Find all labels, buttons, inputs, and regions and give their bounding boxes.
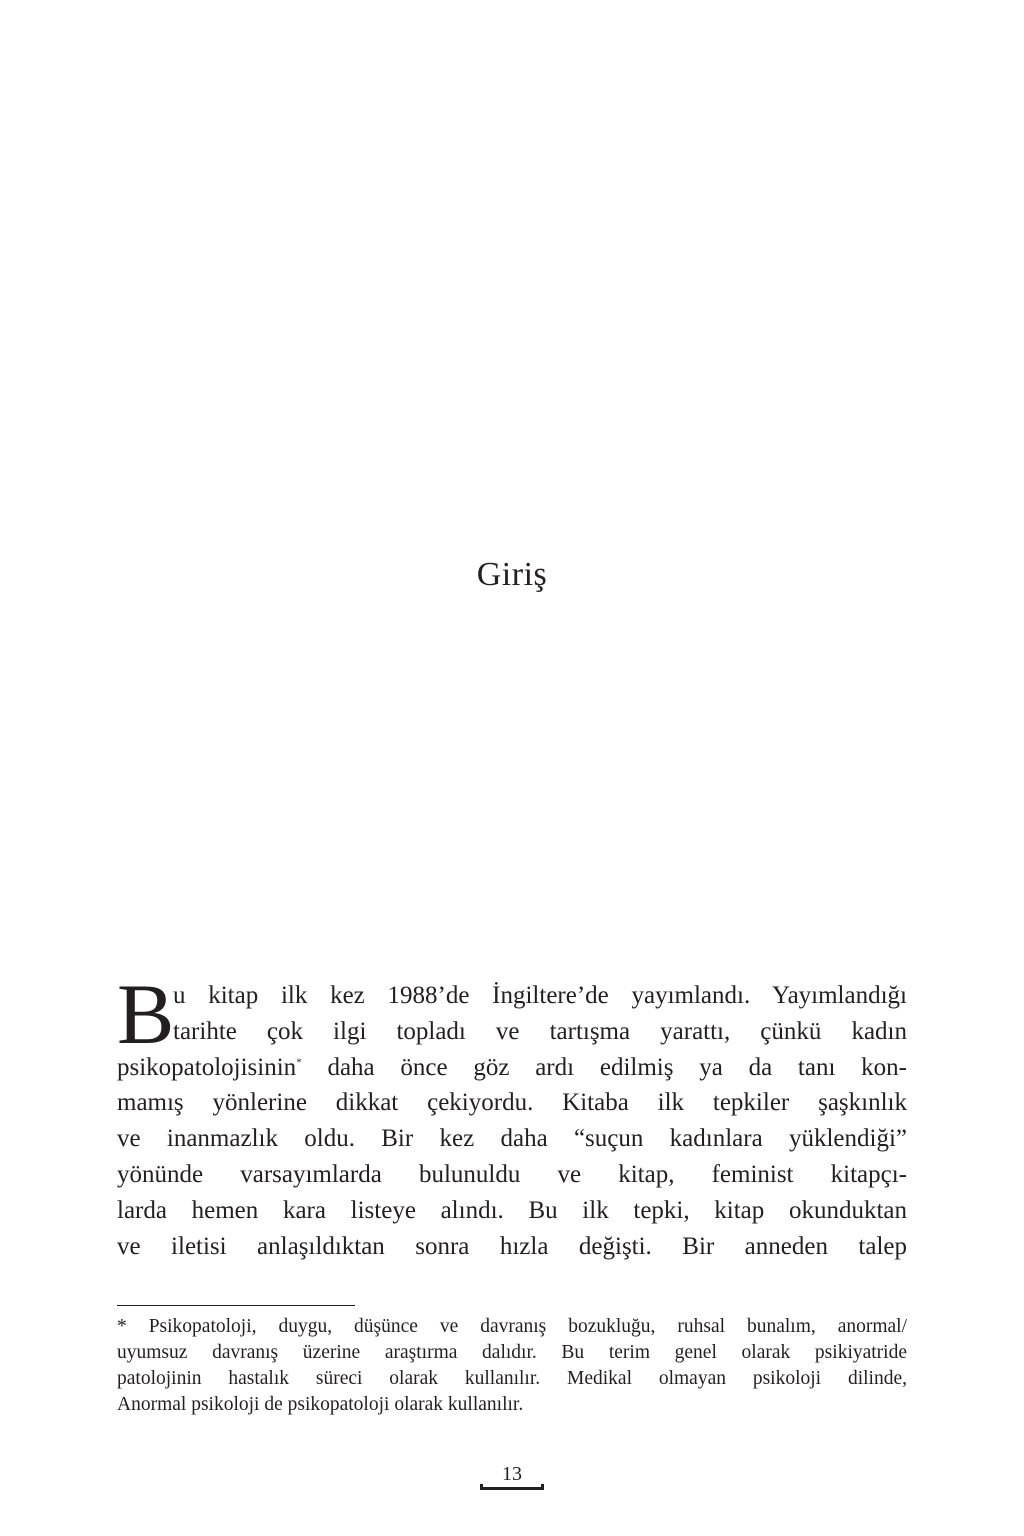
body-line: larda hemen kara listeye alındı. Bu ilk tepki, kitap okunduktan [117, 1196, 907, 1224]
body-line: ve iletisi anlaşıldıktan sonra hızla değişti. Bir anneden talep [117, 1232, 907, 1260]
footnote-line: Anormal psikoloji de psikopatoloji olarak kullanılır. [117, 1394, 524, 1415]
body-line-part: daha önce göz ardı edilmiş ya da tanı kon- [327, 1053, 907, 1081]
footnote-line: uyumsuz davranış üzerine araştırma dalıdır. Bu terim genel olarak psikiyatride [117, 1342, 907, 1363]
body-line: yönünde varsayımlarda bulunuldu ve kitap, feminist kitapçı- [117, 1160, 907, 1188]
body-paragraph [117, 966, 907, 1264]
body-line [117, 1050, 907, 1086]
footnote-marker: * [296, 1056, 302, 1069]
footnote-line: patolojinin hastalık süreci olarak kullanılır. Medikal olmayan psikoloji dilinde, [117, 1368, 907, 1389]
body-line: u kitap ilk kez 1988’de İngiltere’de yayımlandı. Yayımlandığı [173, 982, 907, 1009]
page-number-bracket [480, 1484, 544, 1490]
chapter-title: Giriş [476, 556, 548, 593]
drop-cap: B [117, 966, 175, 1062]
footnote [117, 1314, 907, 1418]
page-number: 13 [502, 1463, 522, 1485]
body-line-part: psikopatolojisinin [117, 1053, 297, 1081]
body-line: tarihte çok ilgi topladı ve tartışma yarattı, çünkü kadın [173, 1017, 907, 1045]
body-line: ve inanmazlık oldu. Bir kez daha “suçun kadınlara yüklendiği” [117, 1125, 907, 1153]
footnote-line: * Psikopatoloji, duygu, düşünce ve davranış bozukluğu, ruhsal bunalım, anormal/ [117, 1316, 907, 1337]
footnote-divider [117, 1305, 355, 1306]
page-number-block [480, 1460, 544, 1492]
body-line: mamış yönlerine dikkat çekiyordu. Kitaba ilk tepkiler şaşkınlık [117, 1089, 907, 1117]
